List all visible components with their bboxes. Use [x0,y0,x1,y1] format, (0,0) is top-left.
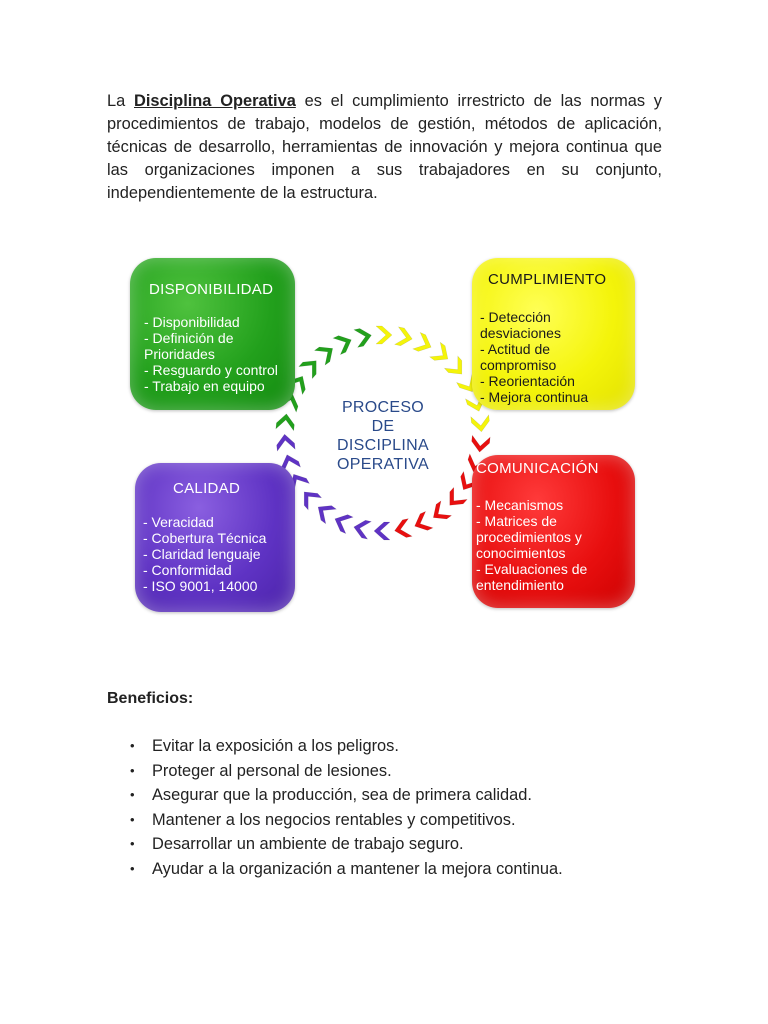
list-item [130,808,563,833]
cycle-chevron-icon [313,500,337,524]
list-item-text: Asegurar que la producción, sea de primera calidad. [152,786,532,805]
box-item: - ISO 9001, 14000 [143,578,258,594]
intro-text: es el cumplimiento irrestricto de las normas y procedimientos de trabajo, modelos de gestión, métodos de aplicación, técnicas de desarrollo, herramientas de innovación y mejora continua que las organizaciones imponen a sus trabajadores en su conjunto, independientemente de la estructura. [107,92,662,202]
intro-paragraph [107,90,662,205]
center-line: PROCESO [341,399,425,416]
box-item: - Definición de [144,330,234,346]
cycle-chevron-icon [276,413,296,431]
box-list [143,514,293,594]
list-item [130,857,563,882]
box-item: - Cobertura Técnica [143,530,267,546]
bullet-icon: • [130,860,135,876]
box-title: DISPONIBILIDAD [149,281,274,298]
cycle-center-label [315,398,451,474]
box-item: - Evaluaciones de [476,561,588,577]
box-item: - Disponibilidad [144,314,240,330]
cycle-chevron-icon [374,522,390,540]
cycle-chevron-icon [411,511,433,534]
cycle-chevron-icon [393,519,412,540]
bullet-icon: • [130,762,135,778]
box-item: - Actitud de [480,341,551,357]
box-list [480,309,632,405]
list-item [130,759,563,784]
compliance-box [472,258,635,410]
box-title: CALIDAD [173,480,241,497]
box-item: - Claridad lenguaje [143,546,261,562]
cycle-chevron-icon [443,487,467,511]
cycle-chevron-icon [297,486,321,510]
bullet-icon: • [130,787,135,803]
cycle-chevron-icon [471,435,491,453]
box-title: CUMPLIMIENTO [488,271,607,288]
box-item: - Detección [480,309,551,325]
process-diagram [125,250,640,615]
bullet-icon: • [130,738,135,753]
list-item [130,734,563,759]
box-item: - Resguardo y control [144,362,278,378]
box-item: - Matrices de [476,513,557,529]
box-item: procedimientos y [476,529,582,545]
center-line: OPERATIVA [337,456,429,473]
box-list [476,497,634,593]
box-item: - Veracidad [143,514,214,530]
box-list [144,314,299,394]
list-item-text: Desarrollar un ambiente de trabajo seguro. [152,835,464,854]
box-item: - Mejora continua [480,389,589,405]
cycle-chevron-icon [331,511,353,534]
cycle-chevron-icon [354,326,373,347]
cycle-chevron-icon [413,332,435,355]
box-item: - Conformidad [143,562,232,578]
list-item [130,783,563,808]
quality-box [135,463,295,612]
defined-term: Disciplina Operativa [134,92,296,110]
center-line: DISCIPLINA [337,437,429,454]
communication-box [472,455,635,608]
list-item [130,832,563,857]
box-item: - Trabajo en equipo [144,378,265,394]
box-item: Prioridades [144,346,215,362]
box-item: compromiso [480,357,557,373]
cycle-chevron-icon [471,415,491,433]
box-item: - Mecanismos [476,497,564,513]
list-item-text: Mantener a los negocios rentables y competitivos. [152,810,516,829]
box-item: - Reorientación [480,373,575,389]
box-item: desviaciones [480,325,561,341]
center-line: DE [371,418,395,435]
cycle-chevron-icon [299,355,323,379]
benefits-heading: Beneficios: [107,690,194,707]
intro-prefix: La [107,92,134,110]
list-item-text: Evitar la exposición a los peligros. [152,737,399,755]
cycle-chevron-icon [314,341,338,365]
list-item-text: Ayudar a la organización a mantener la mejora continua. [152,859,563,878]
cycle-chevron-icon [444,356,468,380]
list-item-text: Proteger al personal de lesiones. [152,761,392,780]
cycle-chevron-icon [376,326,392,344]
box-item: entendimiento [476,577,564,593]
cycle-chevron-icon [428,501,452,525]
box-title: COMUNICACIÓN [476,460,599,477]
cycle-chevron-icon [395,327,414,348]
bullet-icon: • [130,811,135,827]
benefits-list [130,734,563,882]
box-item: conocimientos [476,545,566,561]
cycle-chevron-icon [333,332,355,355]
cycle-chevron-icon [276,433,296,451]
cycle-chevron-icon [430,342,454,366]
availability-box [130,258,295,410]
cycle-chevron-icon [352,518,371,539]
bullet-icon: • [130,836,135,852]
